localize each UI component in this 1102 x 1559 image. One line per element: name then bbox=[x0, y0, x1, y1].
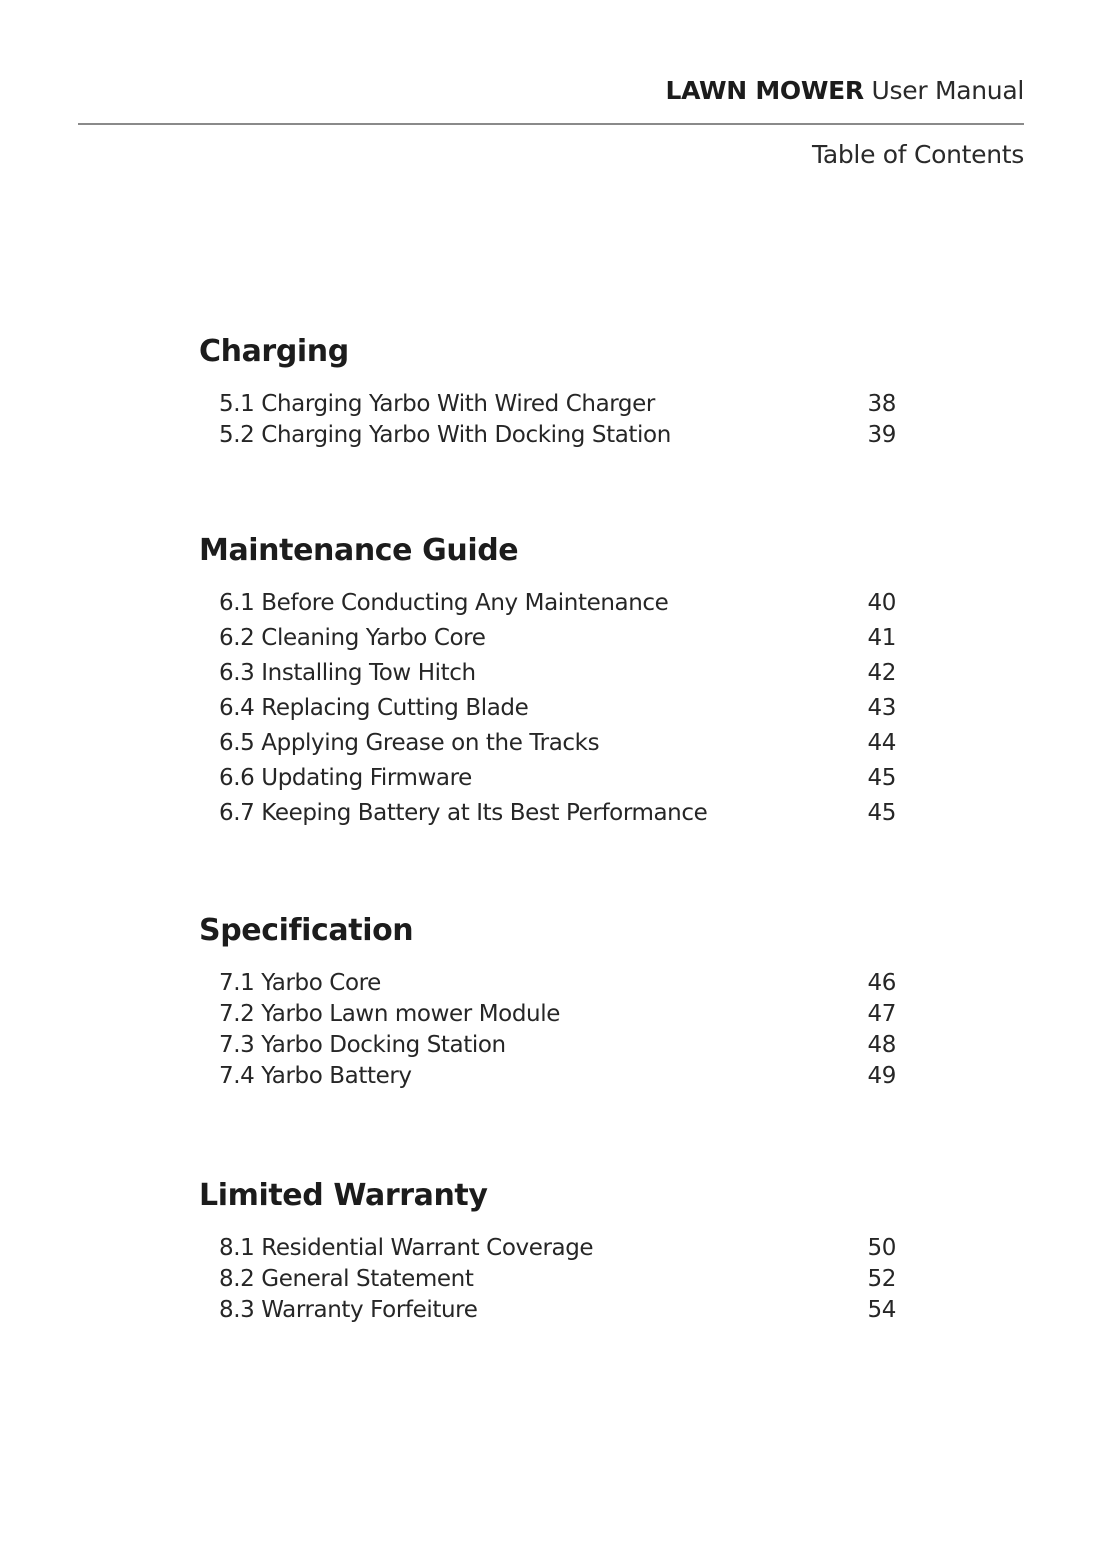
toc-entry-title: 6.5 Applying Grease on the Tracks bbox=[219, 730, 600, 756]
toc-section-specification bbox=[199, 913, 899, 1089]
toc-entry[interactable] bbox=[219, 970, 899, 1001]
toc-entry-page: 50 bbox=[867, 1235, 896, 1261]
section-heading: Limited Warranty bbox=[199, 1178, 488, 1213]
toc-entry[interactable] bbox=[219, 1266, 899, 1297]
toc-entry-title: 8.3 Warranty Forfeiture bbox=[219, 1297, 478, 1323]
toc-entry-page: 42 bbox=[867, 660, 896, 686]
toc-entry-page: 40 bbox=[867, 590, 896, 616]
toc-entry[interactable] bbox=[219, 625, 899, 660]
toc-entry[interactable] bbox=[219, 765, 899, 800]
toc-entry-page: 39 bbox=[867, 422, 896, 448]
toc-entry-page: 45 bbox=[867, 800, 896, 826]
toc-entry[interactable] bbox=[219, 695, 899, 730]
toc-entry-page: 38 bbox=[867, 391, 896, 417]
toc-entry-title: 7.2 Yarbo Lawn mower Module bbox=[219, 1001, 560, 1027]
toc-entry-title: 6.6 Updating Firmware bbox=[219, 765, 472, 791]
toc-entry-page: 52 bbox=[867, 1266, 896, 1292]
toc-entry-title: 6.1 Before Conducting Any Maintenance bbox=[219, 590, 669, 616]
toc-entry[interactable] bbox=[219, 422, 899, 453]
document-title bbox=[665, 76, 1024, 105]
toc-entry-page: 41 bbox=[867, 625, 896, 651]
toc-entry-page: 46 bbox=[867, 970, 896, 996]
toc-entry[interactable] bbox=[219, 1297, 899, 1328]
toc-entry-title: 8.1 Residential Warrant Coverage bbox=[219, 1235, 594, 1261]
header-divider bbox=[78, 123, 1024, 125]
document-title-rest: User Manual bbox=[863, 76, 1024, 105]
section-heading: Charging bbox=[199, 334, 349, 369]
toc-entry-page: 45 bbox=[867, 765, 896, 791]
page-subtitle: Table of Contents bbox=[812, 140, 1024, 169]
toc-entry-title: 6.3 Installing Tow Hitch bbox=[219, 660, 476, 686]
toc-section-maintenance-guide bbox=[199, 533, 899, 826]
toc-entry-title: 5.1 Charging Yarbo With Wired Charger bbox=[219, 391, 655, 417]
section-heading: Specification bbox=[199, 913, 414, 948]
toc-entry-page: 48 bbox=[867, 1032, 896, 1058]
document-brand: LAWN MOWER bbox=[665, 76, 864, 105]
toc-entry[interactable] bbox=[219, 590, 899, 625]
toc-entry-page: 47 bbox=[867, 1001, 896, 1027]
toc-entry[interactable] bbox=[219, 660, 899, 695]
toc-entry[interactable] bbox=[219, 1063, 899, 1094]
toc-entry-title: 5.2 Charging Yarbo With Docking Station bbox=[219, 422, 671, 448]
toc-entry[interactable] bbox=[219, 391, 899, 422]
toc-entry-title: 7.3 Yarbo Docking Station bbox=[219, 1032, 506, 1058]
toc-entry[interactable] bbox=[219, 1235, 899, 1266]
toc-entry-title: 6.7 Keeping Battery at Its Best Performance bbox=[219, 800, 708, 826]
toc-section-limited-warranty bbox=[199, 1178, 899, 1323]
toc-entry-page: 43 bbox=[867, 695, 896, 721]
toc-entry[interactable] bbox=[219, 730, 899, 765]
toc-entry[interactable] bbox=[219, 1001, 899, 1032]
toc-entry[interactable] bbox=[219, 1032, 899, 1063]
toc-entry-title: 6.4 Replacing Cutting Blade bbox=[219, 695, 529, 721]
toc-entry-title: 7.1 Yarbo Core bbox=[219, 970, 381, 996]
toc-entry[interactable] bbox=[219, 800, 899, 835]
section-heading: Maintenance Guide bbox=[199, 533, 519, 568]
toc-entry-title: 8.2 General Statement bbox=[219, 1266, 474, 1292]
toc-entry-title: 6.2 Cleaning Yarbo Core bbox=[219, 625, 486, 651]
toc-section-charging bbox=[199, 334, 899, 448]
toc-entry-title: 7.4 Yarbo Battery bbox=[219, 1063, 412, 1089]
toc-entry-page: 49 bbox=[867, 1063, 896, 1089]
toc-entry-page: 44 bbox=[867, 730, 896, 756]
toc-entry-page: 54 bbox=[867, 1297, 896, 1323]
